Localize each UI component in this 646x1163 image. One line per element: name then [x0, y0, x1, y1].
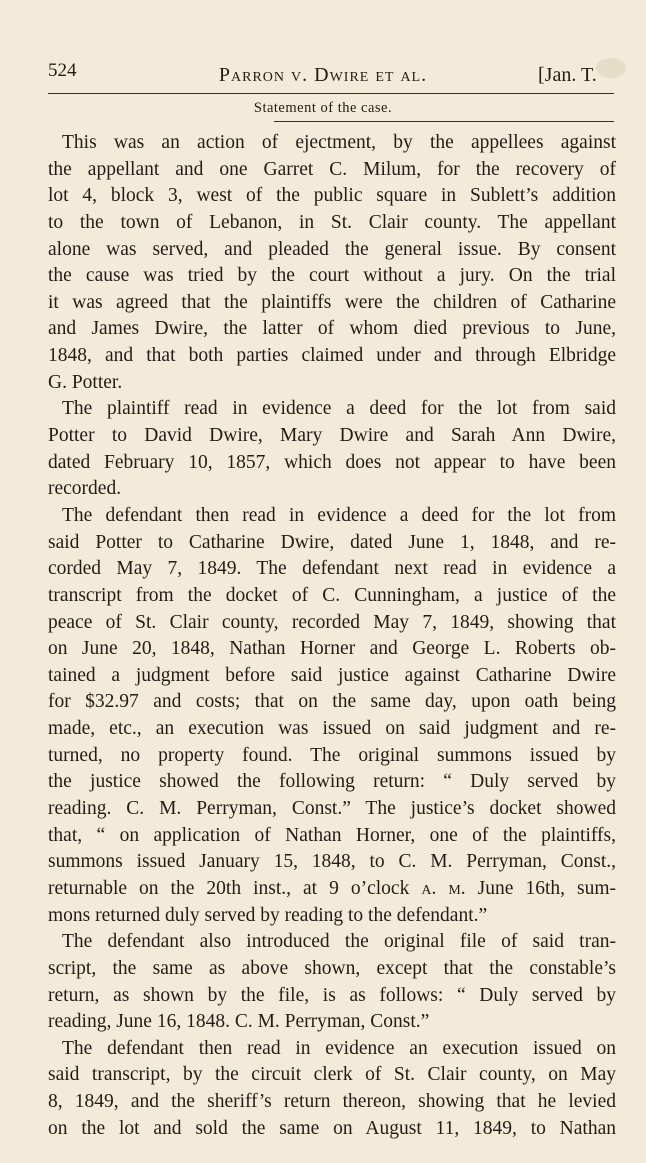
text-line: tained a judgment before said justice against Catharine Dwire	[48, 664, 616, 686]
text-line: that, “ on application of Nathan Horner, one of the plaintiffs,	[48, 824, 616, 846]
text-line: said Potter to Catharine Dwire, dated June 1, 1848, and re-	[48, 531, 616, 553]
running-title: Parron v. Dwire et al.	[218, 64, 428, 86]
term-label: [Jan. T.	[538, 64, 597, 86]
text-line: The defendant then read in evidence an execution issued on	[62, 1037, 616, 1059]
text-line: the cause was tried by the court without a jury. On the trial	[48, 265, 616, 287]
text-line: return, as shown by the file, is as follows: “ Duly served by	[48, 984, 616, 1006]
text-line: to the town of Lebanon, in St. Clair county. The appellant	[48, 211, 616, 233]
text-line: reading, June 16, 1848. C. M. Perryman, Const.”	[48, 1011, 430, 1033]
section-subheading: Statement of the case.	[253, 100, 393, 116]
text-line: for $32.97 and costs; that on the same day, upon oath being	[48, 691, 616, 713]
text-line: transcript from the docket of C. Cunningham, a justice of the	[48, 584, 616, 606]
page-number: 524	[48, 60, 77, 81]
text-line: it was agreed that the plaintiffs were the children of Catharine	[48, 291, 616, 313]
text-line: The plaintiff read in evidence a deed for the lot from said	[62, 398, 616, 420]
text-line: This was an action of ejectment, by the appellees against	[62, 132, 616, 153]
time-abbrev: a. m.	[421, 877, 466, 899]
text-line: alone was served, and pleaded the general issue. By consent	[48, 238, 616, 260]
subheading-rule	[274, 121, 614, 122]
text-line: The defendant then read in evidence a deed for the lot from	[62, 504, 616, 526]
text-line: on the lot and sold the same on August 11, 1849, to Nathan	[48, 1117, 616, 1139]
text-line: the appellant and one Garret C. Milum, for the recovery of	[48, 158, 616, 180]
text-line: Potter to David Dwire, Mary Dwire and Sarah Ann Dwire,	[48, 425, 616, 447]
text-line: summons issued January 15, 1848, to C. M. Perryman, Const.,	[48, 851, 616, 873]
text-line: the justice showed the following return: “ Duly served by	[48, 771, 616, 793]
running-header	[0, 60, 646, 100]
text-line: script, the same as above shown, except that the constable’s	[48, 957, 616, 979]
text-line: corded May 7, 1849. The defendant next read in evidence a	[48, 558, 616, 580]
text-line: dated February 10, 1857, which does not appear to have been	[48, 451, 616, 473]
text-line: mons returned duly served by reading to the defendant.”	[48, 904, 488, 926]
text-line: on June 20, 1848, Nathan Horner and George L. Roberts ob-	[48, 638, 616, 660]
text-line: G. Potter.	[48, 371, 123, 393]
text-line: 8, 1849, and the sheriff’s return thereon, showing that he levied	[48, 1091, 616, 1113]
header-rule	[48, 93, 614, 94]
text-line: said transcript, by the circuit clerk of St. Clair county, on May	[48, 1064, 616, 1086]
text-line: The defendant also introduced the original file of said tran-	[62, 931, 616, 953]
text-line: returnable on the 20th inst., at 9 o’clock a. m. June 16th, sum-	[48, 877, 616, 899]
text-line: made, etc., an execution was issued on said judgment and re-	[48, 718, 616, 740]
body-text	[48, 130, 616, 1142]
text-line: 1848, and that both parties claimed under and through Elbridge	[48, 345, 616, 367]
text-line: turned, no property found. The original summons issued by	[48, 744, 616, 766]
text-line: reading. C. M. Perryman, Const.” The justice’s docket showed	[48, 798, 616, 820]
text-line: lot 4, block 3, west of the public square in Sublett’s addition	[48, 185, 616, 207]
text-line: recorded.	[48, 478, 122, 500]
text-line: peace of St. Clair county, recorded May 7, 1849, showing that	[48, 611, 616, 633]
text-line: and James Dwire, the latter of whom died previous to June,	[48, 318, 616, 340]
